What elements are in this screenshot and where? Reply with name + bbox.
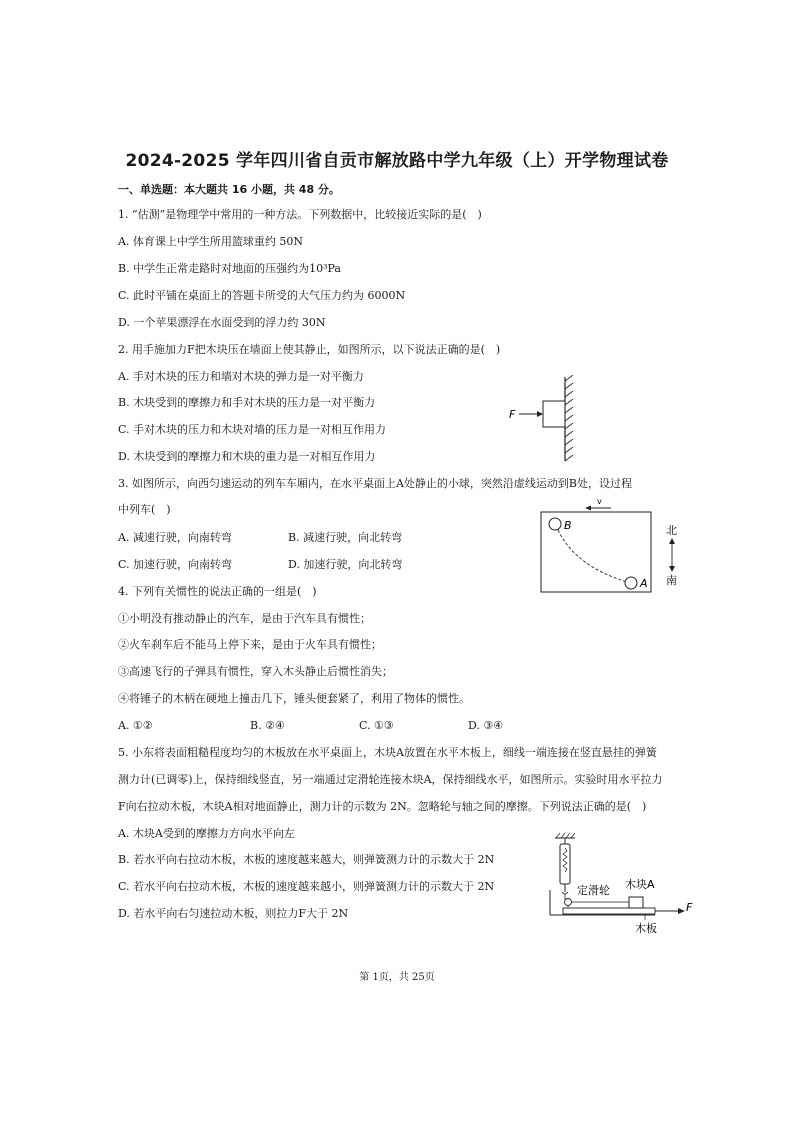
q3-option-a: A. 减速行驶，向南转弯 — [118, 531, 232, 544]
q3-stem-line1: 3. 如图所示，向西匀速运动的列车车厢内，在水平桌面上A处静止的小球，突然沿虚线运动到B处，设过程 — [118, 477, 633, 490]
q5-stem-line2: 测力计(已调零)上，保持细线竖直，另一端通过定滑轮连接木块A，保持细线水平，如图所示。实验时用水平拉力 — [118, 773, 663, 786]
q4-option-d: D. ③④ — [468, 719, 504, 732]
q4-option-c: C. ①③ — [359, 719, 394, 732]
q5-figure-board-label: 木板 — [635, 922, 657, 935]
q4-statement-4: ④将锤子的木柄在硬地上撞击几下，锤头便套紧了，利用了物体的惯性。 — [118, 692, 470, 705]
q5-option-d: D. 若水平向右匀速拉动木板，则拉力F大于 2N — [118, 907, 349, 920]
q5-figure-pulley-label: 定滑轮 — [577, 884, 610, 897]
q3-figure-velocity-label: v — [597, 497, 602, 506]
q5-figure-block-label: 木块A — [625, 878, 655, 891]
q2-option-a: A. 手对木块的压力和墙对木块的弹力是一对平衡力 — [118, 370, 364, 383]
q3-figure-north: 北 — [666, 524, 677, 537]
q4-option-b: B. ②④ — [250, 719, 285, 732]
q2-figure-wall-block — [505, 375, 585, 465]
q4-statement-2: ②火车刹车后不能马上停下来，是由于火车具有惯性； — [118, 638, 382, 651]
q5-option-b: B. 若水平向右拉动木板，木板的速度越来越大，则弹簧测力计的示数大于 2N — [118, 853, 495, 866]
q3-stem-line2: 中列车( ) — [118, 503, 171, 516]
q4-statement-3: ③高速飞行的子弹具有惯性，穿入木头静止后惯性消失； — [118, 665, 393, 678]
q3-option-c: C. 加速行驶，向南转弯 — [118, 558, 233, 571]
page-title: 2024-2025 学年四川省自贡市解放路中学九年级（上）开学物理试卷 — [125, 151, 669, 171]
section-heading: 一、单选题：本大题共 16 小题，共 48 分。 — [118, 183, 340, 196]
q1-option-b: B. 中学生正常走路时对地面的压强约为10³Pa — [118, 262, 341, 275]
q1-stem: 1. “估测”是物理学中常用的一种方法。下列数据中，比较接近实际的是( ) — [118, 208, 482, 221]
q3-figure-point-a: A — [640, 577, 648, 590]
q3-option-d: D. 加速行驶，向北转弯 — [288, 558, 403, 571]
q2-figure-force-label: F — [509, 408, 516, 421]
q3-figure-south: 南 — [666, 574, 677, 587]
q4-statement-1: ①小明没有推动静止的汽车，是由于汽车具有惯性； — [118, 612, 371, 625]
q5-option-c: C. 若水平向右拉动木板，木板的速度越来越小，则弹簧测力计的示数大于 2N — [118, 880, 495, 893]
q2-stem: 2. 用手施加力F把木块压在墙面上使其静止，如图所示，以下说法正确的是( ) — [118, 343, 501, 356]
q1-option-c: C. 此时平铺在桌面上的答题卡所受的大气压力约为 6000N — [118, 289, 406, 302]
q1-option-a: A. 体育课上中学生所用篮球重约 50N — [118, 235, 304, 248]
q2-option-d: D. 木块受到的摩擦力和木块的重力是一对相互作用力 — [118, 450, 376, 463]
q4-option-a: A. ①② — [118, 719, 153, 732]
q2-option-b: B. 木块受到的摩擦力和手对木块的压力是一对平衡力 — [118, 396, 376, 409]
q3-figure-train-car — [535, 496, 685, 598]
q5-figure-pulley-setup — [545, 830, 700, 940]
q5-figure-force-label: F — [686, 901, 693, 914]
q5-stem-line1: 5. 小东将表面粗糙程度均匀的木板放在水平桌面上，木块A放置在水平木板上，细线一端连接在竖直悬挂的弹簧 — [118, 746, 657, 759]
q5-option-a: A. 木块A受到的摩擦力方向水平向左 — [118, 827, 295, 840]
q3-figure-point-b: B — [564, 519, 572, 532]
q3-option-b: B. 减速行驶，向北转弯 — [288, 531, 403, 544]
q1-option-d: D. 一个苹果漂浮在水面受到的浮力约 30N — [118, 316, 326, 329]
q2-option-c: C. 手对木块的压力和木块对墙的压力是一对相互作用力 — [118, 423, 387, 436]
q4-stem: 4. 下列有关惯性的说法正确的一组是( ) — [118, 585, 317, 598]
q5-stem-line3: F向右拉动木板，木块A相对地面静止，测力计的示数为 2N。忽略轮与轴之间的摩擦。下列说法正确的是( ) — [118, 800, 647, 813]
page-footer: 第 1页，共 25页 — [359, 972, 435, 983]
